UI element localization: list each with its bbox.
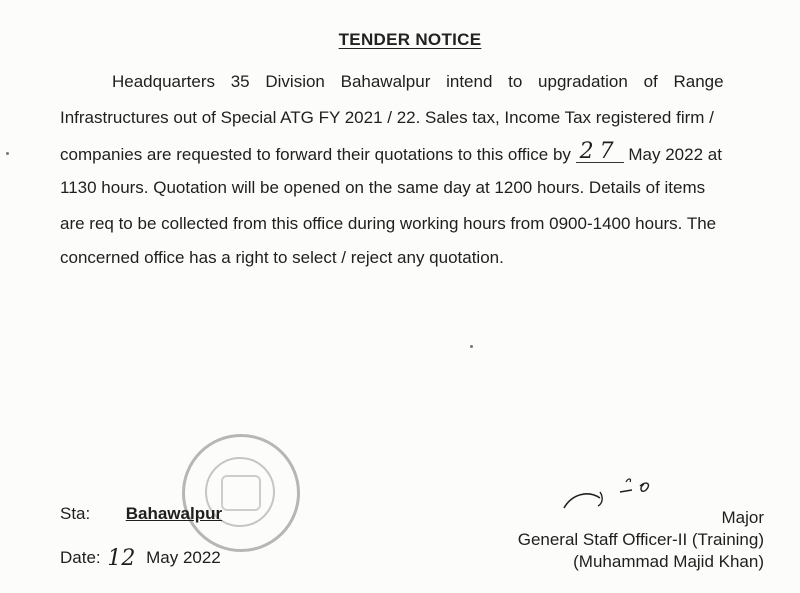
- signatory-rank: Major: [721, 508, 764, 527]
- station-value: Bahawalpur: [125, 504, 223, 523]
- notice-line-4: 1130 hours. Quotation will be opened on the same day at 1200 hours. Details of items: [60, 178, 706, 197]
- official-seal-stamp: [182, 434, 300, 552]
- date-label: Date:: [60, 548, 101, 567]
- date-month: May 2022: [146, 548, 221, 567]
- notice-line-3-text: companies are requested to forward their quotations to this office by: [60, 145, 571, 164]
- station-label: Sta:: [60, 504, 91, 523]
- notice-line-1: Headquarters 35 Division Bahawalpur intend to upgradation of Range: [112, 72, 724, 91]
- handwritten-deadline-day: 27: [576, 142, 624, 163]
- date-row: [60, 544, 221, 569]
- notice-line-3: [60, 139, 722, 165]
- notice-line-3-tail: May 2022 at: [628, 145, 722, 164]
- signatory-name: (Muhammad Majid Khan): [573, 552, 764, 571]
- station-row: [60, 504, 222, 524]
- signatory-designation: General Staff Officer-II (Training): [517, 530, 764, 549]
- handwritten-signature: [560, 470, 670, 530]
- notice-title: TENDER NOTICE: [338, 30, 482, 49]
- scan-speck: [470, 345, 473, 348]
- seal-emblem: [221, 475, 261, 511]
- notice-line-6: concerned office has a right to select / reject any quotation.: [60, 248, 504, 267]
- handwritten-date-day: 12: [107, 546, 136, 571]
- notice-line-5: are req to be collected from this office during working hours from 0900-1400 hours. The: [60, 214, 717, 233]
- scan-speck: [6, 152, 9, 155]
- notice-line-2: Infrastructures out of Special ATG FY 2021 / 22. Sales tax, Income Tax registered firm /: [60, 108, 714, 127]
